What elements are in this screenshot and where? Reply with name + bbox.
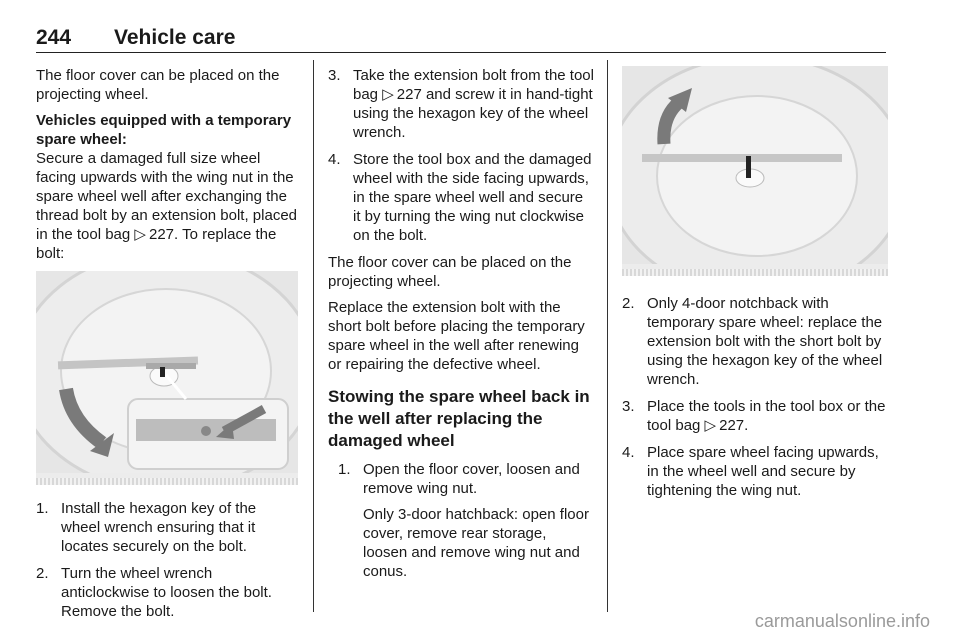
step-text-part: Place the tools in the tool box or the tool bag [647, 398, 886, 434]
intro-paragraph: The floor cover can be placed on the projecting wheel. [36, 67, 280, 103]
step-number: 3. [328, 67, 341, 84]
page-reference[interactable]: 227 [396, 86, 422, 103]
step-number: 4. [328, 151, 341, 168]
column-3 [622, 66, 888, 508]
step-number: 1. [36, 500, 49, 517]
secure-text-end: . To replace the bolt: [36, 226, 277, 262]
watermark: carmanualsonline.info [754, 611, 930, 631]
secure-paragraph [36, 149, 298, 263]
column-1 [36, 66, 298, 629]
steps-list-3 [328, 460, 594, 581]
step-extra-text: Only 3-door hatchback: open floor cover, remove rear storage, loosen and remove wing nut and conus. [363, 506, 589, 580]
reference-arrow-icon: ▷ [704, 416, 717, 434]
step-number: 1. [338, 461, 351, 478]
reference-arrow-icon: ▷ [134, 225, 146, 243]
stowing-subheading: Stowing the spare wheel back in the well after replacing the damaged wheel [328, 387, 590, 450]
step-text: Only 4-door notchback with temporary spare wheel: replace the extension bolt with the short bolt by using the hexagon key of the wheel wrench. [647, 295, 883, 388]
page-reference[interactable]: 227 [719, 417, 745, 434]
steps-list-4 [622, 294, 888, 500]
list-item [36, 564, 298, 621]
steps-list-1 [36, 499, 298, 621]
column-2 [328, 66, 594, 589]
step-number: 2. [36, 565, 49, 582]
step-text: Install the hexagon key of the wheel wrench ensuring that it locates securely on the bolt. [61, 500, 257, 555]
list-item [36, 499, 298, 556]
list-item [622, 397, 888, 435]
reference-arrow-icon: ▷ [382, 85, 394, 103]
step-text: Place spare wheel facing upwards, in the wheel well and secure by tightening the wing nut. [647, 444, 879, 499]
step-number: 3. [622, 398, 635, 415]
step-text-block [353, 460, 594, 581]
page-reference[interactable]: 227 [148, 226, 175, 243]
steps-list-2 [328, 66, 594, 245]
section-title: Vehicle care [114, 26, 236, 49]
step-number: 4. [622, 444, 635, 461]
step-number: 2. [622, 295, 635, 312]
column-divider [607, 60, 608, 612]
list-item [622, 443, 888, 500]
column-divider [313, 60, 314, 612]
step-text [353, 66, 594, 142]
list-item [622, 294, 888, 389]
list-item [328, 66, 594, 142]
temporary-spare-heading: Vehicles equipped with a temporary spare wheel: [36, 112, 292, 148]
wheel-well-illustration [36, 271, 298, 473]
step-text: Store the tool box and the damaged wheel with the side facing upwards, in the spare wheel well and secure it by turning the wing nut clockwise on the bolt. [353, 151, 592, 244]
step-text [647, 397, 888, 435]
step-text-part: . [744, 417, 749, 434]
page-number: 244 [36, 26, 72, 49]
step-text: Turn the wheel wrench anticlockwise to loosen the bolt. Remove the bolt. [61, 565, 272, 620]
secure-text: Secure a damaged full size wheel facing upwards with the wing nut in the spare wheel well after exchanging the thread bolt by an extension bolt, placed in the tool bag [36, 150, 298, 243]
step-text-part: Take the extension bolt from the tool bag [353, 67, 594, 103]
figure-stowing-wheel [622, 66, 888, 276]
replace-bolt-paragraph: Replace the extension bolt with the short bolt before placing the temporary spare wheel in the well after renewing or repairing the defective wheel. [328, 299, 585, 373]
figure-remove-bolt [36, 271, 298, 485]
figure-caption-strip [36, 478, 298, 485]
list-item [328, 460, 594, 581]
floor-cover-paragraph: The floor cover can be placed on the projecting wheel. [328, 254, 572, 290]
spare-wheel-illustration [622, 66, 888, 264]
page-header [36, 26, 886, 53]
list-item [328, 150, 594, 245]
step-text-part: and screw it in hand-tight using the hexagon key of the wheel wrench. [353, 86, 593, 141]
figure-caption-strip [622, 269, 888, 276]
step-text: Open the floor cover, loosen and remove wing nut. [363, 461, 580, 497]
